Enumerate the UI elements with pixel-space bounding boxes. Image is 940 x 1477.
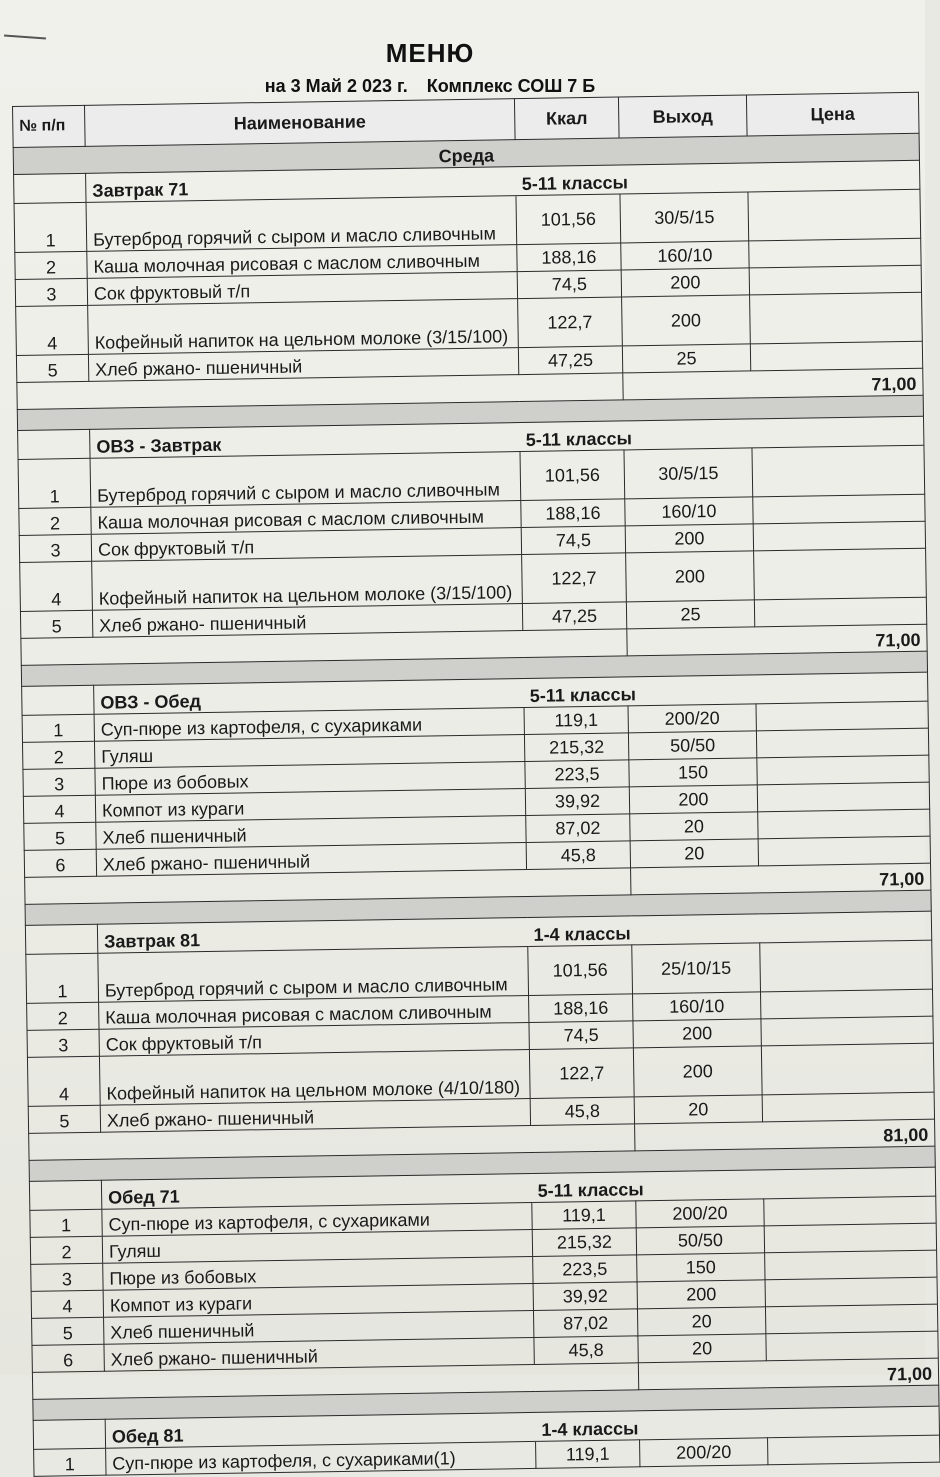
item-price-cell: [764, 1196, 936, 1226]
item-number: 1: [22, 714, 94, 742]
item-price-cell: [761, 1043, 934, 1095]
item-kcal: 45,8: [530, 1097, 634, 1126]
item-price-cell: [758, 836, 930, 866]
item-number: 3: [27, 1029, 99, 1057]
item-price-cell: [752, 445, 925, 497]
item-output: 20: [634, 1095, 762, 1124]
item-price-cell: [756, 728, 928, 758]
item-name: Хлеб ржано- пшеничный: [96, 843, 526, 877]
item-kcal: 122,7: [522, 553, 627, 604]
item-kcal: 101,56: [516, 194, 621, 245]
section-classes: 5-11 классы: [520, 416, 924, 451]
item-number: 4: [20, 561, 93, 611]
item-kcal: 74,5: [529, 1021, 633, 1050]
section-title: ОВЗ - Завтрак: [90, 423, 520, 459]
page-title: МЕНЮ: [385, 38, 475, 68]
item-number: 6: [24, 849, 96, 877]
item-output: 20: [637, 1307, 765, 1336]
section-title: Обед 81: [105, 1412, 535, 1448]
item-number: 1: [18, 458, 91, 508]
item-number: 6: [32, 1344, 104, 1372]
item-output: 200: [629, 785, 757, 814]
item-number: 2: [19, 507, 91, 535]
column-num: № п/п: [13, 105, 86, 147]
section-classes: 5-11 классы: [516, 160, 920, 195]
item-price-cell: [765, 1304, 937, 1334]
item-number: 5: [24, 822, 96, 850]
item-name: Каша молочная рисовая с маслом сливочным: [91, 501, 521, 535]
item-number: 5: [16, 354, 88, 382]
item-output: 200/20: [628, 704, 756, 733]
item-price-cell: [765, 1250, 937, 1280]
section-classes: 1-4 классы: [527, 911, 931, 946]
item-kcal: 119,1: [532, 1201, 636, 1230]
item-number: 4: [23, 795, 95, 823]
section-spacer: [33, 1419, 105, 1449]
item-name: Каша молочная рисовая с маслом сливочным: [99, 995, 529, 1029]
section-spacer: [22, 685, 94, 715]
item-number: 4: [31, 1290, 103, 1318]
item-kcal: 119,1: [536, 1440, 640, 1469]
item-kcal: 47,25: [522, 602, 626, 631]
item-number: 3: [15, 278, 87, 306]
item-output: 30/5/15: [624, 448, 753, 499]
item-price-cell: [761, 989, 933, 1019]
item-output: 150: [629, 758, 757, 787]
section-title: Завтрак 81: [97, 918, 527, 954]
item-output: 160/10: [621, 241, 749, 270]
item-number: 5: [28, 1105, 100, 1133]
item-price-cell: [750, 292, 923, 344]
item-name: Хлеб ржано- пшеничный: [88, 348, 518, 382]
item-output: 160/10: [633, 992, 761, 1021]
item-name: Кофейный напиток на цельном молоке (3/15/100): [88, 299, 519, 355]
item-price-cell: [753, 521, 925, 551]
section-title: ОВЗ - Обед: [94, 679, 524, 715]
menu-complex: Комплекс СОШ 7 Б: [426, 76, 596, 96]
item-number: 2: [15, 251, 87, 279]
item-output: 25/10/15: [632, 943, 761, 994]
item-number: 1: [30, 1209, 102, 1237]
item-name: Каша молочная рисовая с маслом сливочным: [87, 245, 517, 279]
item-name: Бутерброд горячий с сыром и масло сливочным: [86, 196, 517, 252]
section-price: 71,00: [623, 368, 923, 400]
section-price: 81,00: [635, 1119, 935, 1151]
item-number: 4: [16, 305, 89, 355]
column-output: Выход: [618, 95, 747, 138]
item-kcal: 101,56: [528, 945, 633, 996]
item-name: Пюре из бобовых: [103, 1256, 533, 1290]
item-name: Хлеб ржано- пшеничный: [104, 1337, 534, 1371]
item-number: 4: [27, 1056, 100, 1106]
item-price-cell: [753, 494, 925, 524]
section-spacer: [25, 924, 97, 954]
item-name: Кофейный напиток на цельном молоке (4/10/180): [99, 1049, 530, 1105]
item-number: 2: [30, 1236, 102, 1264]
item-price-cell: [754, 548, 927, 600]
item-name: Суп-пюре из картофеля, с сухариками(1): [106, 1441, 536, 1475]
item-price-cell: [761, 1016, 933, 1046]
item-output: 150: [637, 1253, 765, 1282]
item-name: Гуляш: [102, 1229, 532, 1263]
item-output: 200: [621, 268, 749, 297]
item-name: Хлеб пшеничный: [96, 816, 526, 850]
item-kcal: 188,16: [521, 499, 625, 528]
section-classes: 5-11 классы: [531, 1167, 935, 1202]
item-name: Пюре из бобовых: [95, 762, 525, 796]
item-price-cell: [764, 1223, 936, 1253]
section-classes: 1-4 классы: [535, 1406, 939, 1441]
item-output: 200: [633, 1019, 761, 1048]
item-name: Сок фруктовый т/п: [91, 528, 521, 562]
item-name: Бутерброд горячий с сыром и масло сливочным: [90, 452, 521, 508]
item-name: Компот из кураги: [103, 1283, 533, 1317]
day-label: Среда: [13, 133, 919, 174]
item-kcal: 223,5: [525, 760, 629, 789]
item-output: 50/50: [636, 1226, 764, 1255]
item-kcal: 74,5: [517, 270, 621, 299]
item-kcal: 47,25: [518, 346, 622, 375]
column-kcal: Ккал: [514, 97, 619, 140]
section-price: 71,00: [638, 1358, 938, 1390]
item-number: 2: [27, 1002, 99, 1030]
item-number: 3: [31, 1263, 103, 1291]
item-price-cell: [765, 1277, 937, 1307]
item-kcal: 87,02: [533, 1309, 637, 1338]
item-output: 20: [638, 1334, 766, 1363]
section-price: 71,00: [627, 624, 927, 656]
item-kcal: 215,32: [532, 1228, 636, 1257]
item-kcal: 45,8: [534, 1336, 638, 1365]
menu-date: на 3 Май 2 023 г.: [264, 76, 408, 96]
item-price-cell: [757, 782, 929, 812]
item-output: 20: [630, 839, 758, 868]
item-output: 25: [626, 600, 754, 629]
item-number: 1: [14, 202, 87, 252]
menu-body: [13, 133, 940, 1476]
item-price-cell: [750, 341, 922, 371]
item-number: 1: [26, 953, 99, 1003]
item-kcal: 39,92: [525, 787, 629, 816]
menu-table-wrap: [12, 92, 939, 1477]
item-output: 200: [637, 1280, 765, 1309]
item-number: 3: [23, 768, 95, 796]
item-kcal: 122,7: [518, 297, 623, 348]
section-spacer: [14, 173, 86, 203]
item-name: Гуляш: [94, 735, 524, 769]
item-kcal: 215,32: [524, 733, 628, 762]
item-kcal: 45,8: [526, 841, 630, 870]
item-price-cell: [758, 809, 930, 839]
item-price-cell: [760, 940, 933, 992]
item-name: Компот из кураги: [95, 789, 525, 823]
item-name: Суп-пюре из картофеля, с сухариками: [102, 1202, 532, 1236]
item-name: Хлеб ржано- пшеничный: [100, 1098, 530, 1132]
item-output: 200/20: [640, 1438, 768, 1467]
item-number: 5: [20, 610, 92, 638]
column-price: Цена: [746, 92, 919, 136]
item-kcal: 122,7: [529, 1048, 634, 1099]
item-output: 160/10: [625, 497, 753, 526]
section-title: Завтрак 71: [86, 167, 516, 203]
section-classes: 5-11 классы: [524, 672, 928, 707]
item-price-cell: [766, 1331, 938, 1361]
menu-table: [12, 92, 940, 1477]
item-number: 5: [32, 1317, 104, 1345]
item-name: Сок фруктовый т/п: [99, 1022, 529, 1056]
section-price: 71,00: [631, 863, 931, 895]
item-number: 3: [19, 534, 91, 562]
item-price-cell: [757, 755, 929, 785]
item-output: 200: [625, 524, 753, 553]
item-price-cell: [749, 265, 921, 295]
item-output: 25: [622, 344, 750, 373]
item-output: 30/5/15: [620, 192, 749, 243]
item-number: 2: [22, 741, 94, 769]
item-price-cell: [748, 189, 921, 241]
item-name: Суп-пюре из картофеля, с сухариками: [94, 708, 524, 742]
item-price-cell: [762, 1092, 934, 1122]
item-kcal: 101,56: [520, 450, 625, 501]
item-kcal: 39,92: [533, 1282, 637, 1311]
item-output: 200: [626, 551, 755, 602]
item-kcal: 74,5: [521, 526, 625, 555]
item-kcal: 119,1: [524, 706, 628, 735]
item-output: 20: [630, 812, 758, 841]
item-output: 50/50: [628, 731, 756, 760]
item-output: 200: [633, 1046, 762, 1097]
section-title: Обед 71: [101, 1173, 531, 1209]
item-name: Кофейный напиток на цельном молоке (3/15/100): [92, 555, 523, 611]
item-output: 200/20: [636, 1199, 764, 1228]
item-price-cell: [749, 238, 921, 268]
section-spacer: [29, 1180, 101, 1210]
item-number: 1: [34, 1448, 106, 1476]
item-price-cell: [768, 1435, 940, 1465]
item-kcal: 223,5: [533, 1255, 637, 1284]
column-name: Наименование: [84, 99, 515, 147]
item-name: Хлеб ржано- пшеничный: [92, 604, 522, 638]
item-output: 200: [622, 295, 751, 346]
item-name: Хлеб пшеничный: [104, 1310, 534, 1344]
item-kcal: 87,02: [526, 814, 630, 843]
item-price-cell: [754, 597, 926, 627]
item-name: Сок фруктовый т/п: [87, 272, 517, 306]
item-name: Бутерброд горячий с сыром и масло сливочным: [98, 947, 529, 1003]
item-price-cell: [756, 701, 928, 731]
section-spacer: [18, 429, 90, 459]
item-kcal: 188,16: [517, 243, 621, 272]
item-kcal: 188,16: [529, 994, 633, 1023]
